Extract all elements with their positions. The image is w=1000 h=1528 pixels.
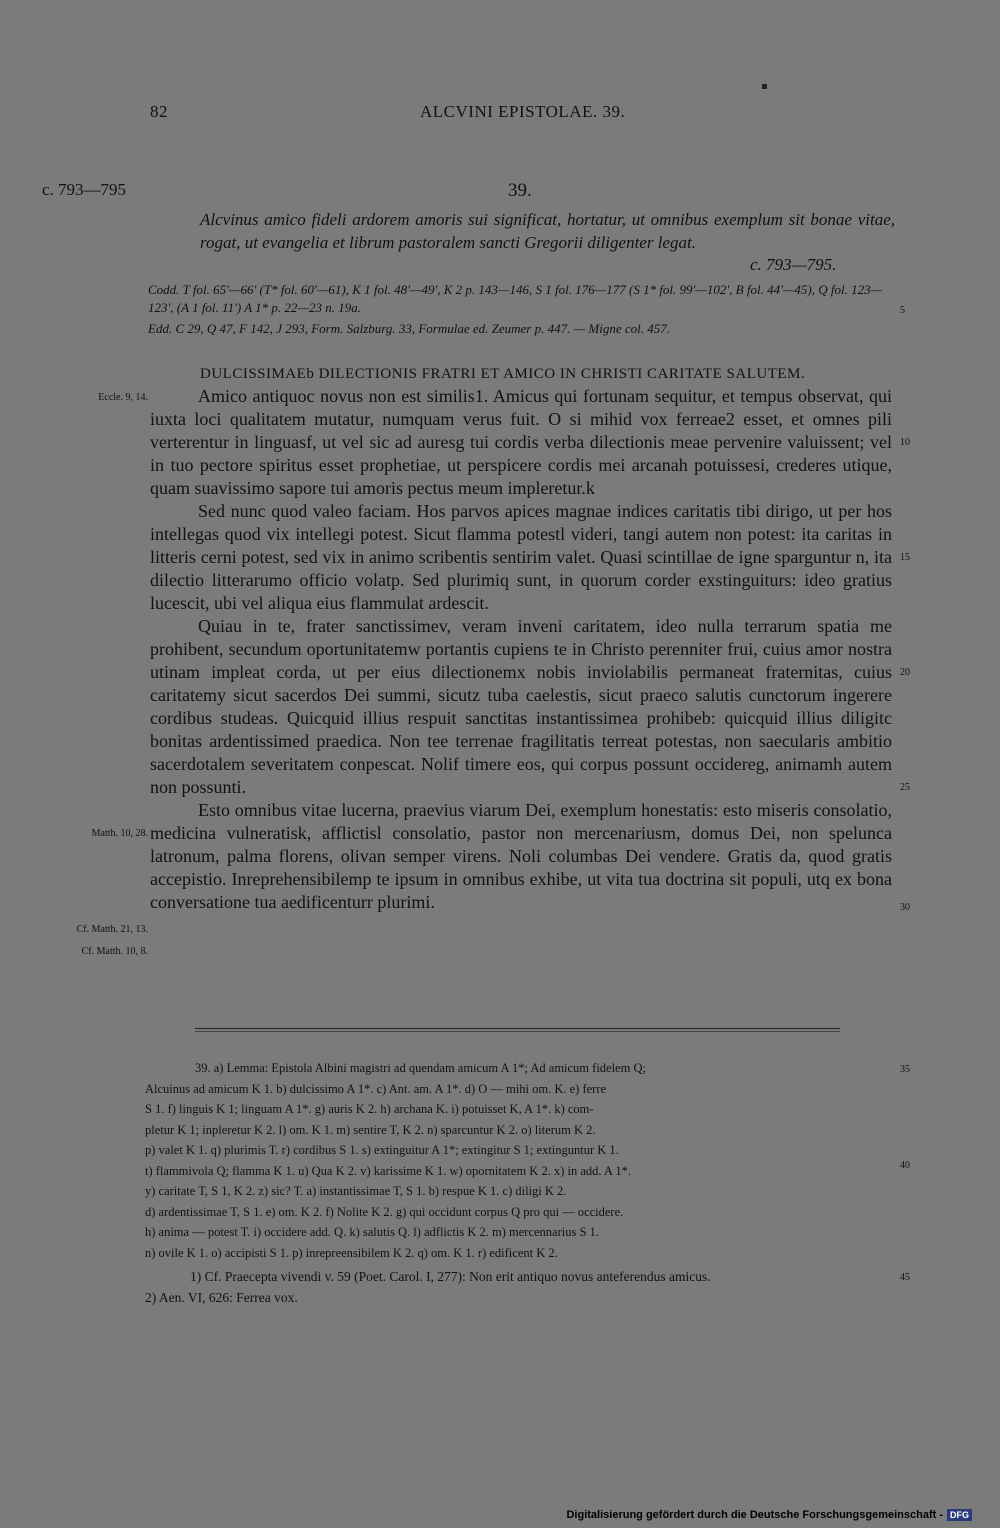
note-line: t) flammivola Q; flamma K 1. u) Qua K 2. v) karissime K 1. w) opornitatem K 2. x) in add. A 1*. (145, 1163, 632, 1178)
footnote-1: 1) Cf. Praecepta vivendi v. 59 (Poet. Carol. I, 277): Non erit antiquo novus anteferendus amicus. (190, 1269, 711, 1284)
date-left: c. 793—795 (42, 180, 127, 199)
margin-ref-matth-21-13: Cf. Matth. 21, 13. (76, 924, 148, 935)
margin-ref-matth-10-28: Matth. 10, 28. (91, 828, 148, 839)
separator-rule (195, 1028, 840, 1029)
apparatus-notes (145, 1058, 893, 1263)
line-number-10: 10 (900, 437, 910, 448)
footer (566, 1509, 972, 1521)
line-number-20: 20 (900, 667, 910, 678)
note-line: n) ovile K 1. o) accipisti S 1. p) inrepreensibilem K 2. q) om. K 1. r) edificent K 2. (145, 1245, 558, 1260)
footnote-2: 2) Aen. VI, 626: Ferrea vox. (145, 1289, 298, 1305)
footnotes (145, 1267, 893, 1308)
note-line: S 1. f) linguis K 1; linguam A 1*. g) auris K 2. h) archana K. i) potuisset K, A 1*. k) com- (145, 1102, 594, 1116)
note-line: p) valet K 1. q) plurimis T. r) cordibus S 1. s) extinguitur A 1*; extingitur S 1; extinguntur K 1. (145, 1143, 619, 1157)
footer-text: Digitalisierung gefördert durch die Deutsche Forschungsgemeinschaft - (566, 1509, 943, 1521)
line-number-35: 35 (900, 1064, 910, 1075)
note-line: pletur K 1; inpleretur K 2. l) om. K 1. m) sentire T, K 2. n) sparcuntur K 2. o) literum K 2. (145, 1122, 596, 1137)
note-line: d) ardentissimae T, S 1. e) om. K 2. f) Nolite K 2. g) qui occidunt corpus Q pro qui — occidere. (145, 1204, 624, 1219)
letter-number: 39. (508, 180, 532, 201)
note-line: Alcuinus ad amicum K 1. b) dulcissimo A 1*. c) Ant. am. A 1*. d) O — mihi om. K. e) ferre (145, 1081, 607, 1096)
paragraph-3: Quiau in te, frater sanctissimev, veram inveni caritatem, ideo nulla terrarum spatia me prohibent, secundum oportunitatemw portantis cupiens te in Christo perenniter frui, cuius amor nostra utinam impleat corda, ut per eius dilectionemx nobis inviolabilis permaneat fraternitas, cuius caritatemy sicut sacerdos Dei summi, sicutz tuba caelestis, sicut praeco salutis cunctorum ingerere cordibus studeas. Quicquid illius respuit sanctitas instantissimea prohibeb: quicquid illius diligitc bonitas ardentissimed praedica. Non tee terrenae fragilitatis terreat potestas, non saecularis ambitio sacerdotalem severitatem conpescat. Nolif timere eos, qui corpus possunt occidereg, animamh autem non possunti. (150, 616, 892, 797)
line-number-15: 15 (900, 552, 910, 563)
margin-ref-eccle: Eccle. 9, 14. (98, 392, 148, 403)
codices: Codd. T fol. 65'—66' (T* fol. 60'—61), K 1 fol. 48'—49', K 2 p. 143—146, S 1 fol. 176—177 (S 1* fol. 99'—102', B fol. 44'—45), Q fol. 123—123', (A 1 fol. 11') A 1* p. 22—23 n. 19a. (148, 282, 883, 315)
note-line: h) anima — potest T. i) occidere add. Q. k) salutis Q. l) adflictis K 2. m) mercennarius S 1. (145, 1225, 599, 1239)
margin-ref-matth-10-8: Cf. Matth. 10, 8. (81, 946, 148, 957)
separator-rule-shadow (195, 1031, 840, 1032)
note-line: 39. a) Lemma: Epistola Albini magistri ad quendam amicum A 1*; Ad amicum fidelem Q; (195, 1061, 646, 1075)
letter-summary: Alcvinus amico fideli ardorem amoris sui significat, hortatur, ut omnibus exemplum sit bonae vitae, rogat, ut evangelia et librum pastoralem sancti Gregorii diligenter legat. (200, 210, 895, 252)
dfg-logo: DFG (947, 1509, 972, 1521)
letter-body (150, 385, 892, 914)
scan-speck (762, 84, 767, 89)
line-number-5: 5 (900, 305, 905, 316)
salutation: DULCISSIMAEb DILECTIONIS FRATRI ET AMICO IN CHRISTI CARITATE SALUTEM. (200, 366, 806, 382)
paragraph-2: Sed nunc quod valeo faciam. Hos parvos apices magnae indices caritatis tibi dirigo, ut per hos intellegas quod vix intellegi potest. Sicut flamma potestl videri, tangi autem non potest: ita caritas in litteris cerni potest, sed vix in animo scribentis sentirim valet. Quasi scintillae de igne sparguntur n, ita dilectio litterarumo officio volatp. Sed plurimiq sunt, in quorum corder exstinguiturs: ideo gratius lucescit, ubi vel aliqua eius flammulat ardescit. (150, 501, 892, 613)
date-right: c. 793—795. (750, 255, 837, 274)
note-line: y) caritate T, S 1, K 2. z) sic? T. a) instantissimae T, S 1. b) respue K 1. c) diligi K 2. (145, 1184, 567, 1198)
line-number-45: 45 (900, 1272, 910, 1283)
line-number-30: 30 (900, 902, 910, 913)
paragraph-1: Amico antiquoc novus non est similis1. Amicus qui fortunam sequitur, et tempus observat, qui iuxta loci qualitatem mutatur, numquam verus fuit. O si mihid vox ferreae2 esset, et omnes pili verterentur in linguasf, ut vel sic ad auresg tui cordis verba dilectionis meae pervenire valuissent; vel in tuo pectore spiritus esset prophetiae, ut perspicere cordis mei arcanah potuissesi, crederes utique, quam suavissimo sapore tui amoris pectus meum impleretur.k (150, 386, 892, 498)
line-number-40: 40 (900, 1160, 910, 1171)
paragraph-4: Esto omnibus vitae lucerna, praevius viarum Dei, exemplum honestatis: esto miseris consolatio, medicina vulneratisk, afflictisl consolatio, pastor non mercenariusm, domus Dei, non spelunca latronum, palma florens, olivan semper virens. Noli columbas Dei vendere. Gratis da, quod gratis accepistio. Inreprehensibilemp te ipsum in omnibus exhibe, ut vita tua doctrina sit populi, utq ex bona conversatione tua aedificenturr plurimi. (150, 800, 892, 912)
running-title: ALCVINI EPISTOLAE. 39. (420, 102, 626, 121)
line-number-25: 25 (900, 782, 910, 793)
editions: Edd. C 29, Q 47, F 142, J 293, Form. Salzburg. 33, Formulae ed. Zeumer p. 447. — Migne col. 457. (148, 321, 671, 336)
page-number: 82 (150, 102, 168, 121)
